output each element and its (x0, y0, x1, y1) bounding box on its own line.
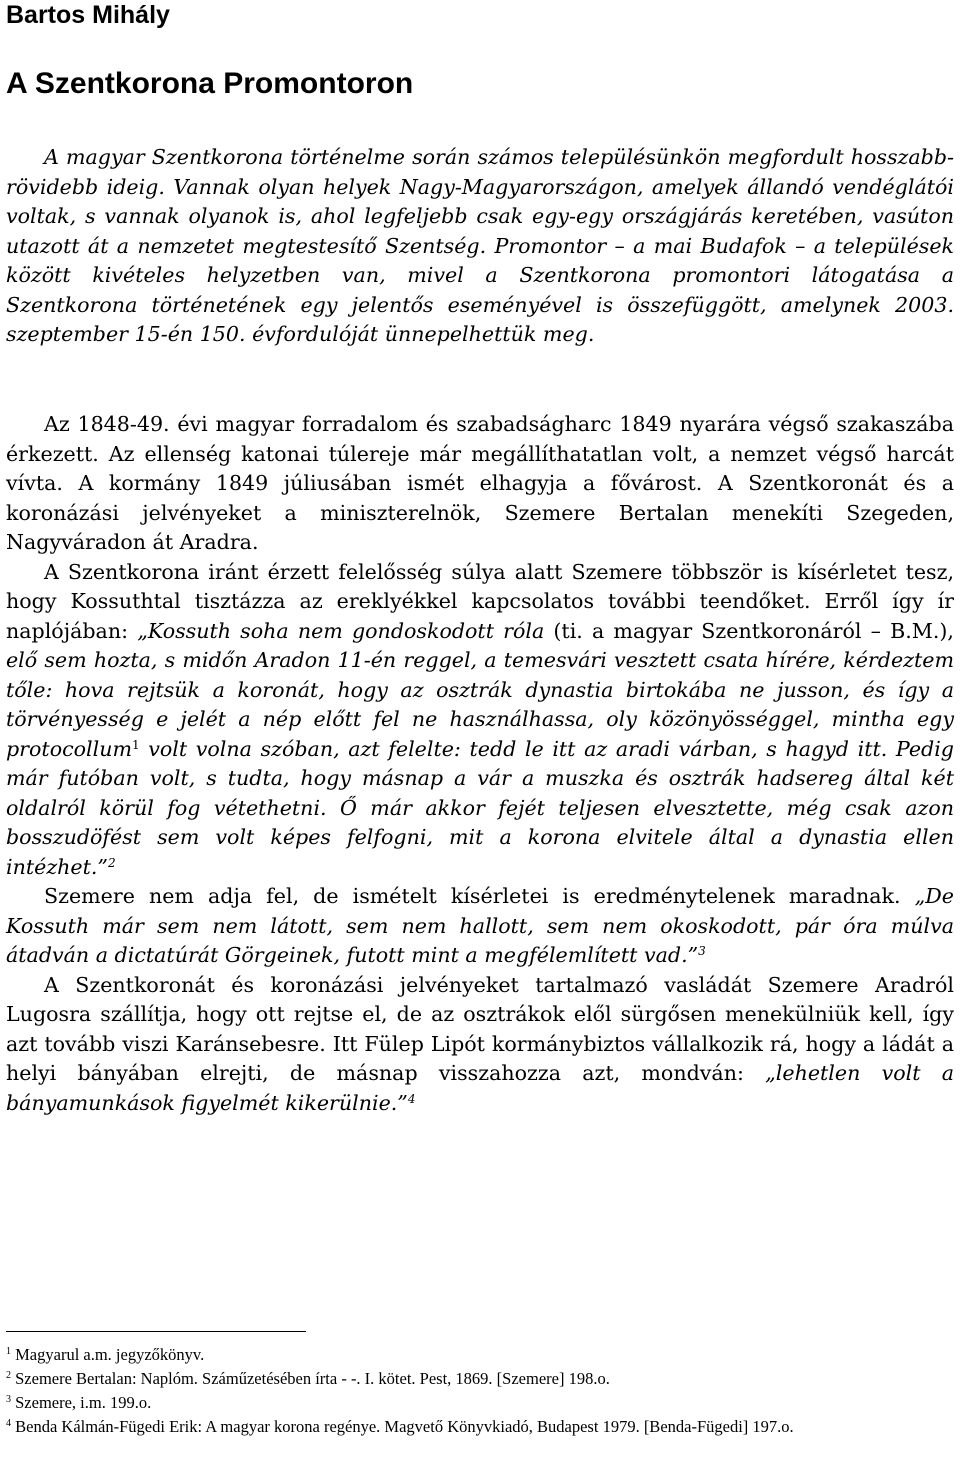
footnote-text: Szemere, i.m. 199.o. (15, 1393, 152, 1412)
footnote-number: 2 (6, 1370, 11, 1381)
footnote-number: 3 (6, 1394, 11, 1405)
footnote-text: Benda Kálmán-Fügedi Erik: A magyar korona regénye. Magvető Könyvkiadó, Budapest 1979. [Benda-Fügedi] 197.o. (15, 1417, 794, 1436)
text-run: Szemere nem adja fel, de ismételt kísérletei is eredménytelenek maradnak. (44, 884, 915, 908)
intro-text: A magyar Szentkorona történelme során számos településünkön megfordult hosszabb-rövidebb ideig. Vannak olyan helyek Nagy-Magyarországon, amelyek állandó vendéglátói voltak, s vannak olyanok is, ahol legfeljebb csak egy-egy országjárás keretében, vasúton utazott át a nemzetet megtestesítő Szentség. Promontor – a mai Budafok – a települések között kivételes helyzetben van, mivel a Szentkorona promontori látogatása a Szentkorona történetének egy jelentős eseményével is összefüggött, amelynek 2003. szeptember 15-én 150. évfordulóját ünnepelhettük meg. (6, 145, 954, 346)
footnote-ref-2[interactable]: 2 (107, 855, 116, 870)
article-title: A Szentkorona Promontoron (6, 67, 414, 100)
footnote-text: Szemere Bertalan: Naplóm. Száműzetésében írta - -. I. kötet. Pest, 1869. [Szemere] 198.o. (15, 1369, 610, 1388)
footnote-ref-4[interactable]: 4 (407, 1091, 416, 1106)
footnote-4 (6, 1415, 954, 1439)
quote-run: elő sem hozta, s midőn Aradon 11-én reggel, a temesvári vesztett csata hírére, kérdeztem tőle: hova rejtsük a koronát, hogy az osztrák dynastia birtokába ne jusson, és így a törvényesség e jelét a nép előtt fel ne használhassa, oly közönyösséggel, mintha egy protocollum (6, 648, 954, 761)
footnote-ref-1[interactable]: 1 (132, 737, 140, 752)
footnote-1 (6, 1343, 954, 1367)
intro-paragraph (6, 143, 954, 350)
text-run: A Szentkoronát és koronázási jelvényeket tartalmazó vasládát Szemere Aradról Lugosra szállítja, hogy ott rejtse el, de az osztrákok elől sürgősen menekülniük kell, így azt tovább viszi Karánsebesre. Itt Fülep Lipót kormánybiztos vállalkozik rá, hogy a ládát a helyi bányában elrejti, de másnap visszahozza azt, mondván: (6, 972, 954, 1085)
footnote-separator (6, 1331, 306, 1332)
text-run: (ti. a magyar Szentkoronáról – B.M.), (544, 618, 954, 643)
footnote-number: 1 (6, 1346, 11, 1357)
footnote-number: 4 (6, 1418, 11, 1429)
paragraph-szemere-diary (6, 558, 954, 883)
footnote-2 (6, 1367, 954, 1391)
text-run: A Szentkorona iránt érzett felelősség súlya alatt Szemere többször is kísérletet tesz, hogy Kossuthtal tisztázza az ereklyékkel kapcsolatos további teendőket. Erről így ír naplójában: (6, 559, 954, 643)
paragraph-crown-chest (6, 971, 954, 1119)
footnotes (6, 1343, 954, 1439)
paragraph-1849: Az 1848-49. évi magyar forradalom és szabadságharc 1849 nyarára végső szakaszába érkezett. Az ellenség katonai túlereje már megállíthatatlan volt, a nemzet végső harcát vívta. A kormány 1849 júliusában ismét elhagyja a fővárost. A Szentkoronát és a koronázási jelvényeket a miniszterelnök, Szemere Bertalan menekíti Szegeden, Nagyváradon át Aradra. (6, 412, 954, 554)
main-text (6, 410, 954, 1118)
quote-run: „lehetlen volt a bányamunkások figyelmét kikerülnie.” (6, 1061, 954, 1115)
paragraph-szemere-attempts (6, 882, 954, 971)
footnote-3 (6, 1391, 954, 1415)
author-name: Bartos Mihály (6, 1, 170, 29)
quote-run: volt volna szóban, azt felelte: tedd le itt az aradi várban, s hagyd itt. Pedig már futóban volt, s tudta, hogy másnap a vár a muszka és osztrák hadsereg által két oldalról körül fog vétethetni. Ő már akkor fejét teljesen elvesztette, még csak azon bosszudöfést sem volt képes felfogni, mit a korona elvitele által a dynastia ellen intézhet.” (6, 736, 954, 879)
footnote-text: Magyarul a.m. jegyzőkönyv. (15, 1345, 205, 1364)
footnote-ref-3[interactable]: 3 (698, 944, 706, 958)
quote-run: „Kossuth soha nem gondoskodott róla (137, 618, 545, 643)
quote-run: „De Kossuth már sem nem látott, sem nem hallott, sem nem okoskodott, pár óra múlva átadván a dictatúrát Görgeinek, futott mint a megfélemlített vad.” (6, 884, 954, 967)
